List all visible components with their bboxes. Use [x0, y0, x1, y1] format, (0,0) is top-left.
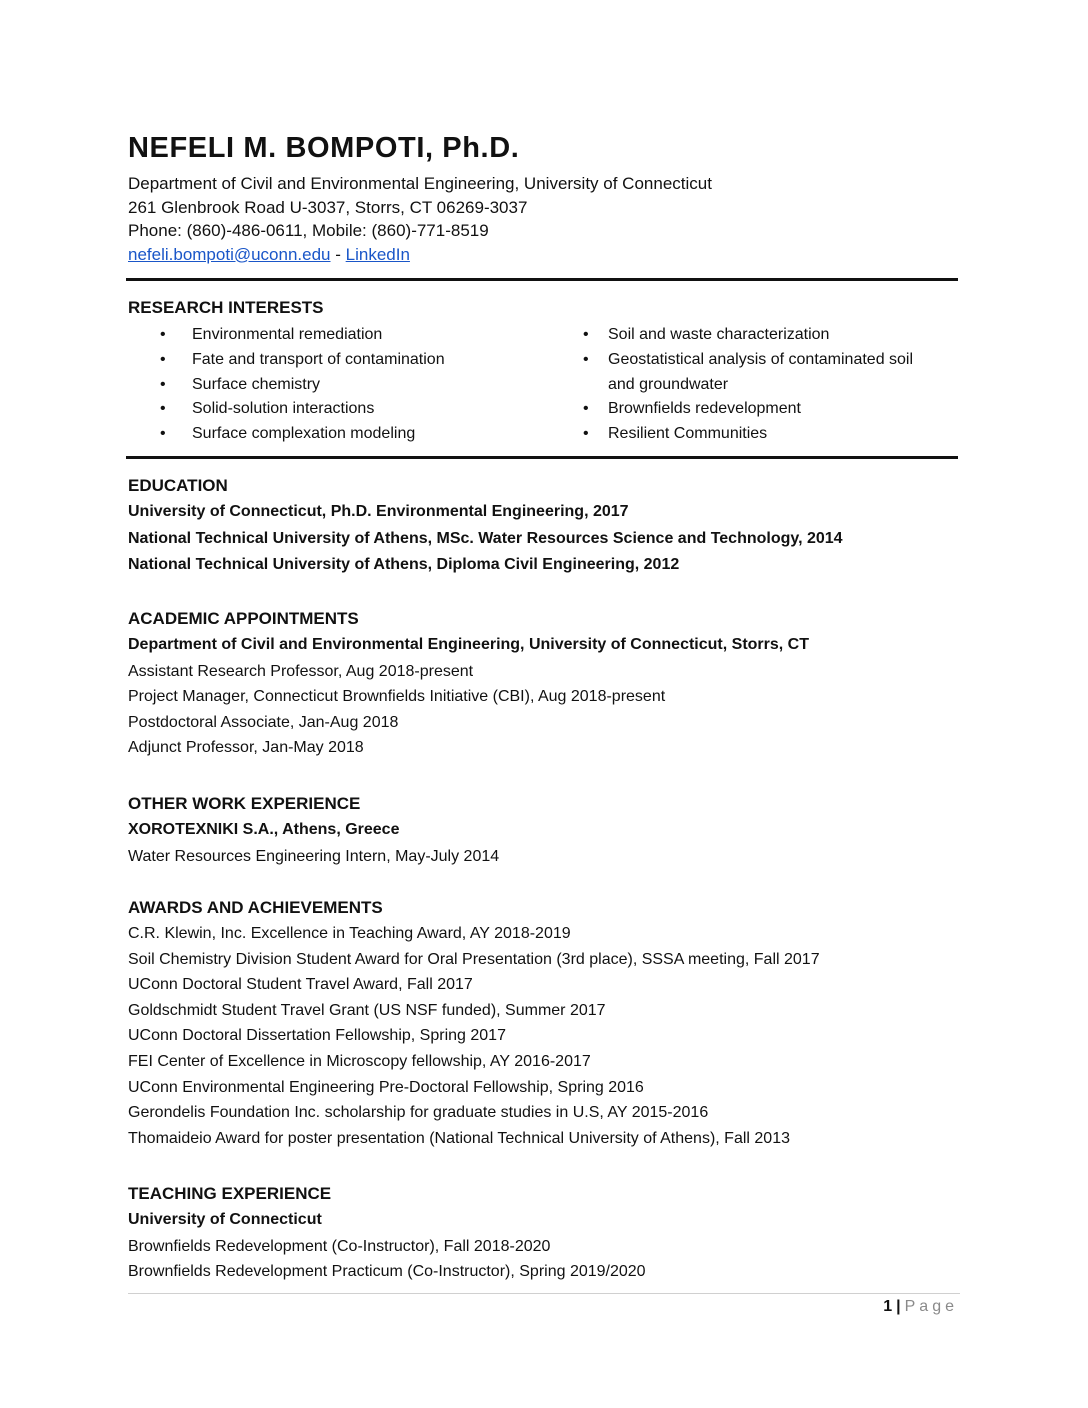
work-item: Water Resources Engineering Intern, May-July 2014 — [128, 847, 500, 865]
award-item: Goldschmidt Student Travel Grant (US NSF funded), Summer 2017 — [128, 1001, 606, 1019]
list-item: • Soil and waste characterization — [583, 323, 913, 348]
bullet-icon: • — [583, 425, 589, 443]
award-item: FEI Center of Excellence in Microscopy fellowship, AY 2016-2017 — [128, 1052, 591, 1070]
phone-line: Phone: (860)-486-0611, Mobile: (860)-771-8519 — [128, 221, 489, 240]
section-divider — [126, 456, 958, 459]
address-line: 261 Glenbrook Road U-3037, Storrs, CT 06269-3037 — [128, 197, 528, 217]
links-separator: - — [335, 244, 341, 264]
research-interests-right-column — [583, 323, 913, 447]
education-item: National Technical University of Athens, Diploma Civil Engineering, 2012 — [128, 556, 680, 573]
academic-appointments-section — [128, 606, 960, 761]
department-line: Department of Civil and Environmental Engineering, University of Connecticut — [128, 174, 712, 193]
awards-heading: AWARDS AND ACHIEVEMENTS — [128, 898, 383, 917]
award-item: UConn Doctoral Dissertation Fellowship, Spring 2017 — [128, 1027, 506, 1045]
award-item: C.R. Klewin, Inc. Excellence in Teaching Award, AY 2018-2019 — [128, 925, 571, 942]
footer-separator: | — [896, 1298, 901, 1315]
bullet-icon: • — [583, 326, 589, 343]
education-item: National Technical University of Athens, MSc. Water Resources Science and Technology, 2014 — [128, 529, 843, 547]
page-label: Page — [904, 1298, 958, 1315]
appointment-item: Assistant Research Professor, Aug 2018-present — [128, 662, 474, 680]
list-item-continuation: and groundwater — [608, 375, 729, 393]
email-link[interactable]: nefeli.bompoti@uconn.edu — [128, 244, 331, 264]
research-interests-section — [128, 295, 960, 449]
bullet-icon: • — [160, 375, 166, 393]
teaching-section — [128, 1181, 960, 1285]
education-item: University of Connecticut, Ph.D. Environmental Engineering, 2017 — [128, 503, 629, 520]
research-interests-heading: RESEARCH INTERESTS — [128, 298, 324, 317]
appointment-item: Adjunct Professor, Jan-May 2018 — [128, 739, 364, 757]
list-item: • Fate and transport of contamination — [160, 348, 445, 373]
appointment-item: Project Manager, Connecticut Brownfields Initiative (CBI), Aug 2018-present — [128, 688, 666, 706]
research-interests-left-column — [160, 323, 445, 447]
bullet-icon: • — [583, 350, 589, 368]
award-item: UConn Environmental Engineering Pre-Doctoral Fellowship, Spring 2016 — [128, 1078, 644, 1096]
teaching-heading: TEACHING EXPERIENCE — [128, 1184, 332, 1203]
list-item: • Resilient Communities — [583, 422, 913, 447]
appointment-item: Postdoctoral Associate, Jan-Aug 2018 — [128, 713, 399, 731]
academic-appointments-heading: ACADEMIC APPOINTMENTS — [128, 609, 359, 628]
other-work-section — [128, 791, 960, 869]
list-item: • Surface chemistry — [160, 373, 445, 398]
list-item: • Environmental remediation — [160, 323, 445, 348]
other-work-heading: OTHER WORK EXPERIENCE — [128, 794, 361, 813]
teaching-item: Brownfields Redevelopment Practicum (Co-Instructor), Spring 2019/2020 — [128, 1263, 646, 1281]
list-item: • Surface complexation modeling — [160, 422, 445, 447]
list-item: • Solid-solution interactions — [160, 397, 445, 422]
cv-name: NEFELI M. BOMPOTI, Ph.D. — [128, 132, 520, 164]
bullet-icon: • — [160, 425, 166, 443]
award-item: Gerondelis Foundation Inc. scholarship for graduate studies in U.S, AY 2015-2016 — [128, 1104, 709, 1122]
list-item: • Brownfields redevelopment — [583, 397, 913, 422]
contact-block — [128, 172, 712, 266]
bullet-icon: • — [160, 350, 166, 368]
bullet-icon: • — [160, 400, 166, 418]
award-item: UConn Doctoral Student Travel Award, Fall 2017 — [128, 976, 473, 994]
research-interests-columns — [128, 321, 960, 449]
page-number: 1 — [883, 1298, 893, 1315]
awards-section — [128, 895, 960, 1151]
page-footer — [883, 1298, 958, 1316]
footer-divider — [128, 1293, 960, 1294]
linkedin-link[interactable]: LinkedIn — [345, 244, 410, 264]
bullet-icon: • — [583, 400, 589, 418]
work-employer: XOROTEXNIKI S.A., Athens, Greece — [128, 821, 400, 838]
education-heading: EDUCATION — [128, 476, 228, 495]
bullet-icon: • — [160, 326, 166, 343]
teaching-institution: University of Connecticut — [128, 1211, 322, 1228]
teaching-item: Brownfields Redevelopment (Co-Instructor), Fall 2018-2020 — [128, 1237, 551, 1255]
appointment-institution: Department of Civil and Environmental Engineering, University of Connecticut, Storrs, CT — [128, 636, 809, 653]
award-item: Soil Chemistry Division Student Award for Oral Presentation (3rd place), SSSA meeting, Fall 2017 — [128, 950, 820, 968]
links-line — [128, 243, 712, 267]
award-item: Thomaideio Award for poster presentation (National Technical University of Athens), Fall 2013 — [128, 1129, 790, 1147]
section-divider — [126, 278, 958, 281]
education-section — [128, 473, 960, 579]
list-item: • Geostatistical analysis of contaminated soil — [583, 348, 913, 373]
